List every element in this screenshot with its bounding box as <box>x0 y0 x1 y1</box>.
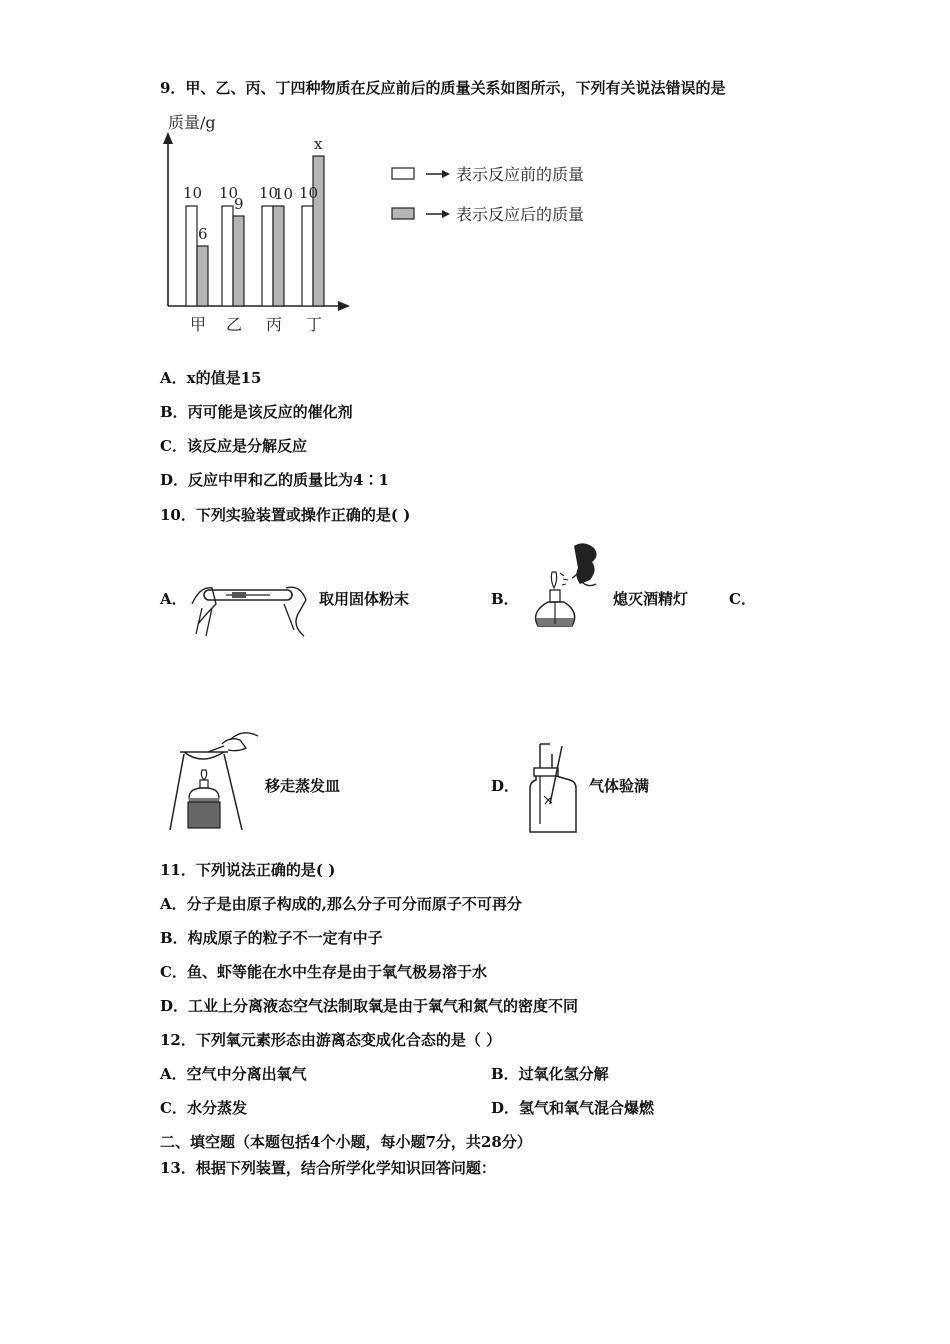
legend-label-after: 表示反应后的质量 <box>456 205 585 224</box>
data-label-after-1: 9 <box>234 195 244 213</box>
q11-option-c: C．鱼、虾等能在水中生存是由于氧气极易溶于水 <box>160 963 487 981</box>
test-tube-powder-illustration <box>186 574 314 638</box>
q11-option-d: D．工业上分离液态空气法制取氧是由于氧气和氮气的密度不同 <box>160 997 579 1015</box>
q10-stem: 10．下列实验装置或操作正确的是( ) <box>160 506 411 524</box>
gas-bottle-check-full-illustration <box>526 740 584 836</box>
q9-option-a: A．x的值是15 <box>160 369 262 387</box>
chart-plot-area <box>163 113 584 334</box>
legend-label-before: 表示反应前的质量 <box>456 165 585 184</box>
q13-stem: 13．根据下列装置，结合所学化学知识回答问题： <box>160 1159 496 1177</box>
q10-a-letter: A． <box>160 590 187 608</box>
data-label-before-3: 10 <box>299 184 319 202</box>
bar-after-1 <box>233 216 244 306</box>
category-label-2: 丙 <box>266 315 283 334</box>
q10-b-letter: B． <box>491 590 519 608</box>
bar-before-3 <box>302 206 313 306</box>
category-label-1: 乙 <box>226 315 243 334</box>
evaporating-dish-tripod-illustration <box>162 722 266 834</box>
section2-heading: 二、填空题（本题包括4个小题，每小题7分，共28分） <box>160 1133 532 1151</box>
y-axis-label: 质量/g <box>168 113 216 132</box>
q12-option-c: C．水分蒸发 <box>160 1099 247 1117</box>
q10-c-letter: C． <box>729 590 756 608</box>
q10-d-text: 气体验满 <box>589 777 650 795</box>
legend-arrowhead-after <box>442 210 450 218</box>
legend-swatch-after <box>392 208 414 219</box>
q10-b-text: 熄灭酒精灯 <box>613 590 689 608</box>
data-label-after-2: 10 <box>274 185 294 203</box>
q9-option-c: C．该反应是分解反应 <box>160 437 307 455</box>
blowing-alcohol-lamp-illustration <box>524 540 610 640</box>
q11-option-a: A．分子是由原子构成的,那么分子可分而原子不可再分 <box>160 895 522 913</box>
category-label-0: 甲 <box>190 315 207 334</box>
bar-after-3 <box>313 156 324 306</box>
x-axis-arrow <box>338 301 350 311</box>
q12-option-d: D．氢气和氧气混合爆燃 <box>491 1099 655 1117</box>
bar-after-2 <box>273 206 284 306</box>
q10-c-text: 移走蒸发皿 <box>265 777 341 795</box>
q11-stem: 11．下列说法正确的是( ) <box>160 861 336 879</box>
data-label-before-1: 10 <box>219 184 239 202</box>
q9-stem: 9．甲、乙、丙、丁四种物质在反应前后的质量关系如图所示，下列有关说法错误的是 <box>160 79 726 97</box>
bar-before-2 <box>262 206 273 306</box>
bar-after-0 <box>197 246 208 306</box>
data-label-after-3: x <box>314 135 323 153</box>
q12-stem: 12．下列氧元素形态由游离态变成化合态的是（ ） <box>160 1031 502 1049</box>
q12-option-a: A．空气中分离出氧气 <box>160 1065 307 1083</box>
mass-bar-chart <box>150 108 610 338</box>
q10-d-letter: D． <box>491 777 520 795</box>
q10-a-text: 取用固体粉末 <box>319 590 410 608</box>
data-label-before-0: 10 <box>183 184 203 202</box>
data-label-after-0: 6 <box>198 225 208 243</box>
q9-option-b: B．丙可能是该反应的催化剂 <box>160 403 353 421</box>
legend-swatch-before <box>392 168 414 179</box>
q11-option-b: B．构成原子的粒子不一定有中子 <box>160 929 383 947</box>
category-label-3: 丁 <box>306 315 323 334</box>
bar-before-0 <box>186 206 197 306</box>
data-label-before-2: 10 <box>259 184 279 202</box>
y-axis-arrow <box>163 132 173 144</box>
bar-before-1 <box>222 206 233 306</box>
q9-option-d: D．反应中甲和乙的质量比为4∶1 <box>160 471 389 489</box>
legend-arrowhead-before <box>442 170 450 178</box>
q12-option-b: B．过氧化氢分解 <box>491 1065 609 1083</box>
